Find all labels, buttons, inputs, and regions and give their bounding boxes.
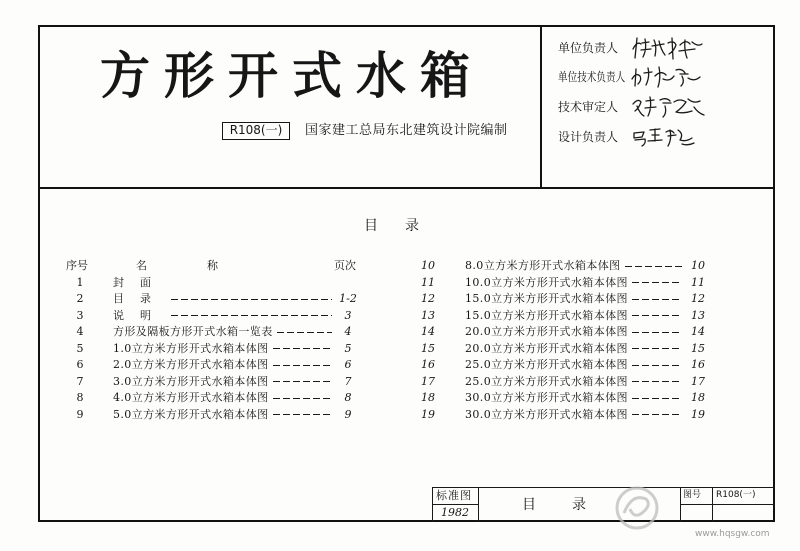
toc-page-number: 7	[344, 374, 352, 388]
sheet-title: 方形开式水箱	[100, 47, 484, 105]
toc-page-number: 4	[344, 325, 352, 338]
title-block-divider	[38, 187, 775, 189]
toc-leader	[273, 398, 333, 399]
toc-item-number: 11	[421, 275, 435, 289]
toc-item-title: 15.0立方米方形开式水箱本体图	[465, 292, 628, 305]
toc-page-number: 8	[344, 391, 352, 404]
approval-role: 设计负责人	[558, 130, 619, 144]
toc-row	[60, 407, 360, 424]
toc-page-number: 16	[691, 358, 705, 371]
toc-leader	[632, 299, 682, 300]
toc-item-title: 1.0立方米方形开式水箱本体图	[113, 341, 269, 355]
toc-page-number: 3	[344, 308, 352, 322]
toc-row	[60, 341, 360, 358]
toc-page-number: 18	[691, 391, 705, 404]
toc-item-number: 7	[76, 374, 84, 388]
toc-item-number: 17	[421, 374, 435, 388]
toc-page-number: 9	[344, 407, 352, 421]
approval-divider	[540, 25, 542, 188]
toc-row	[414, 258, 710, 275]
toc-leader	[171, 282, 332, 283]
footer-cell-divider	[680, 504, 775, 505]
toc-item-number: 19	[421, 407, 435, 421]
toc-item-number: 1	[76, 275, 84, 289]
header-number: 序号	[66, 259, 88, 272]
toc-page-number: 6	[344, 358, 352, 371]
footer-cell-divider	[478, 487, 479, 522]
standard-year: 1982	[441, 506, 469, 519]
toc-item-number: 12	[421, 292, 435, 305]
approval-role: 技术审定人	[558, 100, 619, 114]
approval-role: 单位技术负责人	[558, 70, 626, 84]
toc-item-title: 10.0立方米方形开式水箱本体图	[465, 275, 628, 289]
toc-item-number: 9	[76, 407, 84, 421]
toc-leader	[632, 332, 682, 333]
toc-row	[414, 390, 710, 407]
toc-leader	[273, 414, 333, 415]
header-page: 页次	[334, 259, 356, 272]
toc-leader	[632, 365, 682, 366]
toc-page-number: 17	[691, 374, 705, 388]
approval-role: 单位负责人	[558, 41, 619, 55]
toc-row	[60, 291, 360, 308]
toc-item-title: 8.0立方米方形开式水箱本体图	[465, 259, 621, 272]
toc-leader	[632, 282, 682, 283]
toc-leader	[273, 365, 333, 366]
toc-item-number: 15	[421, 341, 435, 355]
toc-item-number: 16	[421, 358, 435, 371]
toc-row	[60, 275, 360, 292]
toc-item-number: 14	[421, 325, 435, 338]
toc-page-number: 10	[691, 259, 705, 272]
toc-row	[414, 291, 710, 308]
toc-item-number: 5	[76, 341, 84, 355]
toc-item-number: 6	[76, 358, 84, 371]
contents-heading: 目录	[364, 218, 446, 234]
toc-page-number: 13	[691, 308, 705, 322]
toc-item-title: 25.0立方米方形开式水箱本体图	[465, 374, 628, 388]
toc-row	[414, 357, 710, 374]
toc-leader	[632, 315, 682, 316]
toc-row	[60, 390, 360, 407]
toc-item-title: 方形及隔板方形开式水箱一览表	[113, 325, 273, 338]
toc-page-number: 11	[691, 275, 705, 289]
toc-row	[414, 324, 710, 341]
toc-item-title: 30.0立方米方形开式水箱本体图	[465, 391, 628, 404]
toc-leader	[171, 299, 332, 300]
toc-item-number: 3	[76, 308, 84, 322]
toc-row	[414, 374, 710, 391]
toc-page-number: 5	[344, 341, 352, 355]
toc-page-number: 15	[691, 341, 705, 355]
toc-row	[60, 374, 360, 391]
footer-cell-divider	[712, 487, 713, 522]
toc-item-title: 25.0立方米方形开式水箱本体图	[465, 358, 628, 371]
toc-leader	[632, 348, 682, 349]
toc-item-number: 10	[421, 259, 435, 272]
drawing-number-label: 图号	[683, 490, 702, 500]
drawing-number: R108(一)	[716, 490, 756, 500]
toc-page-number: 12	[691, 292, 705, 305]
toc-item-title: 15.0立方米方形开式水箱本体图	[465, 308, 628, 322]
toc-item-title: 封面	[113, 275, 167, 289]
toc-item-title: 4.0立方米方形开式水箱本体图	[113, 391, 269, 404]
signature-3	[630, 94, 710, 120]
toc-row	[60, 324, 360, 341]
signature-2	[630, 64, 710, 90]
toc-item-title: 目录	[113, 292, 167, 305]
toc-row	[414, 341, 710, 358]
watermark-logo-icon	[612, 483, 662, 533]
toc-row	[60, 357, 360, 374]
issuing-institute: 国家建工总局东北建筑设计院编制	[305, 123, 508, 138]
drawing-code-box: R108(一)	[222, 122, 290, 140]
toc-item-title: 20.0立方米方形开式水箱本体图	[465, 325, 628, 338]
toc-item-title: 说明	[113, 308, 167, 322]
toc-leader	[625, 266, 683, 267]
toc-item-title: 30.0立方米方形开式水箱本体图	[465, 407, 628, 421]
standard-label: 标准图	[436, 489, 472, 502]
toc-row	[414, 407, 710, 424]
signature-4	[630, 124, 710, 150]
toc-leader	[277, 332, 332, 333]
footer-sheet-title: 目录	[522, 497, 622, 513]
watermark-url: www.hqsgw.com	[695, 529, 770, 539]
toc-leader	[171, 315, 332, 316]
toc-row	[414, 308, 710, 325]
toc-page-number: 19	[691, 407, 705, 421]
toc-item-number: 4	[76, 325, 84, 338]
toc-item-number: 13	[421, 308, 435, 322]
toc-leader	[632, 414, 682, 415]
toc-page-number: 1-2	[339, 292, 357, 305]
toc-item-number: 2	[76, 292, 84, 305]
toc-item-number: 8	[76, 391, 84, 404]
signature-1	[630, 35, 710, 61]
toc-item-number: 18	[421, 391, 435, 404]
toc-leader	[273, 381, 333, 382]
toc-item-title: 20.0立方米方形开式水箱本体图	[465, 341, 628, 355]
toc-item-title: 2.0立方米方形开式水箱本体图	[113, 358, 269, 371]
toc-row	[414, 275, 710, 292]
toc-leader	[632, 398, 682, 399]
toc-leader	[273, 348, 333, 349]
toc-row	[60, 308, 360, 325]
toc-item-title: 5.0立方米方形开式水箱本体图	[113, 407, 269, 421]
header-name: 名称	[136, 259, 278, 272]
toc-page-number: 14	[691, 325, 705, 338]
toc-item-title: 3.0立方米方形开式水箱本体图	[113, 374, 269, 388]
toc-leader	[632, 381, 682, 382]
